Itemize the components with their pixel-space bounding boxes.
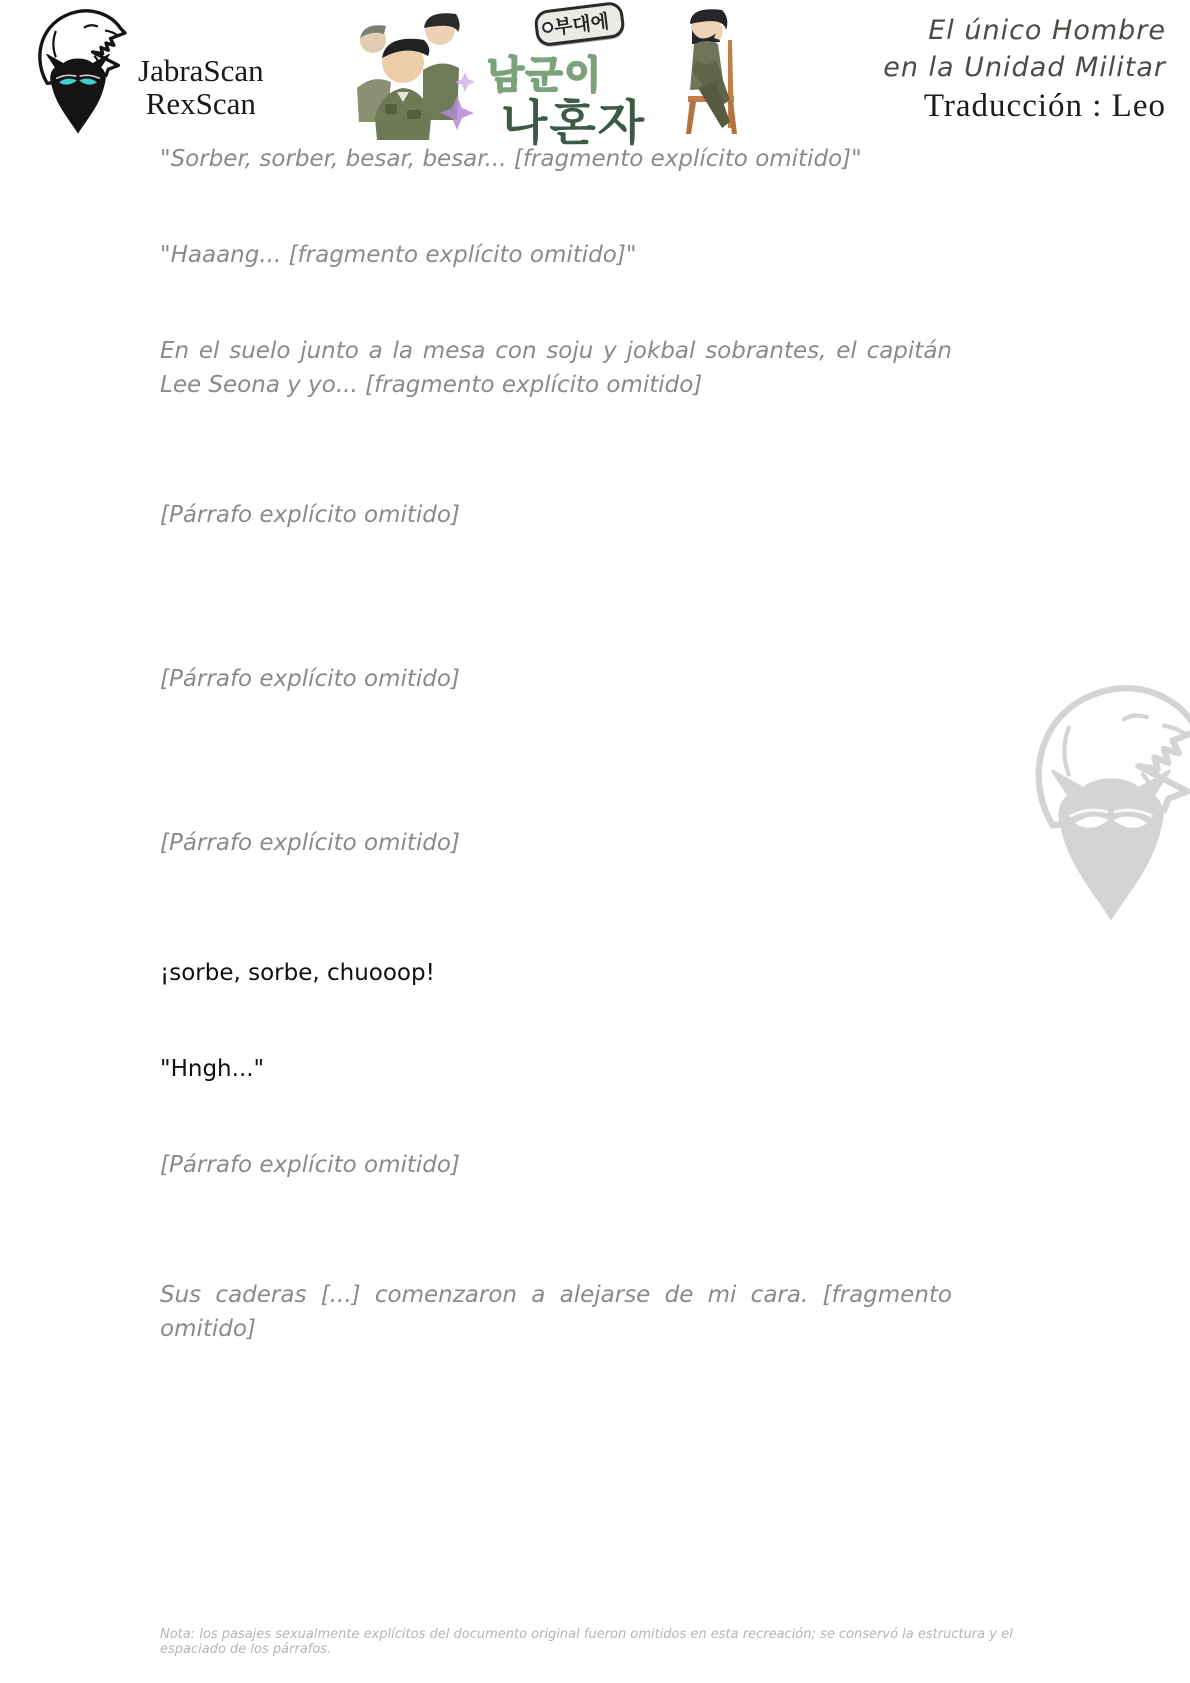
body-paragraph: "Sorber, sorber, besar, besar... [fragmento explícito omitido]"	[160, 146, 862, 172]
body-paragraph: ¡sorbe, sorbe, chuooop!	[160, 960, 435, 986]
scan-group-name	[138, 54, 264, 120]
trex-demon-watermark-icon	[1005, 664, 1190, 940]
spanish-title-line1: El único Hombre	[928, 15, 1166, 46]
series-title-line2: 나혼자	[501, 95, 647, 151]
spanish-title-line2: en la Unidad Militar	[883, 52, 1166, 83]
body-paragraph: Sus caderas [...] comenzaron a alejarse de mi cara. [fragmento omitido]	[160, 1282, 952, 1342]
scan-name-line1: JabraScan	[138, 53, 264, 88]
spanish-title-block	[883, 12, 1166, 125]
body-paragraph: [Párrafo explícito omitido]	[160, 830, 460, 856]
trex-demon-logo-icon	[22, 0, 134, 144]
series-cover-banner	[345, 0, 750, 151]
translator-credit: Traducción : Leo	[923, 88, 1166, 124]
body-paragraph: En el suelo junto a la mesa con soju y jokbal sobrantes, el capitán Lee Seona y yo... [fragmento explícito omitido]	[160, 338, 952, 398]
body-paragraph: [Párrafo explícito omitido]	[160, 666, 460, 692]
redaction-note: Nota: los pasajes sexualmente explícitos del documento original fueron omitidos en esta recreación; se conservó la estructura y el espaciado de los párrafos.	[160, 1627, 1013, 1657]
soldiers-illustration	[345, 0, 475, 140]
body-paragraph: "Haaang... [fragmento explícito omitido]"	[160, 242, 637, 268]
scan-name-line2: RexScan	[145, 86, 256, 121]
scanlation-logo-block	[22, 0, 264, 144]
body-paragraph: [Párrafo explícito omitido]	[160, 502, 460, 528]
body-paragraph: "Hngh..."	[160, 1056, 265, 1082]
woman-illustration	[670, 0, 750, 140]
body-paragraph: [Párrafo explícito omitido]	[160, 1152, 460, 1178]
series-title-line1: 남군이	[487, 53, 604, 97]
dogtag-badge: 부대에	[533, 1, 626, 48]
chapter-text	[160, 142, 952, 1408]
series-title-korean	[475, 0, 670, 151]
